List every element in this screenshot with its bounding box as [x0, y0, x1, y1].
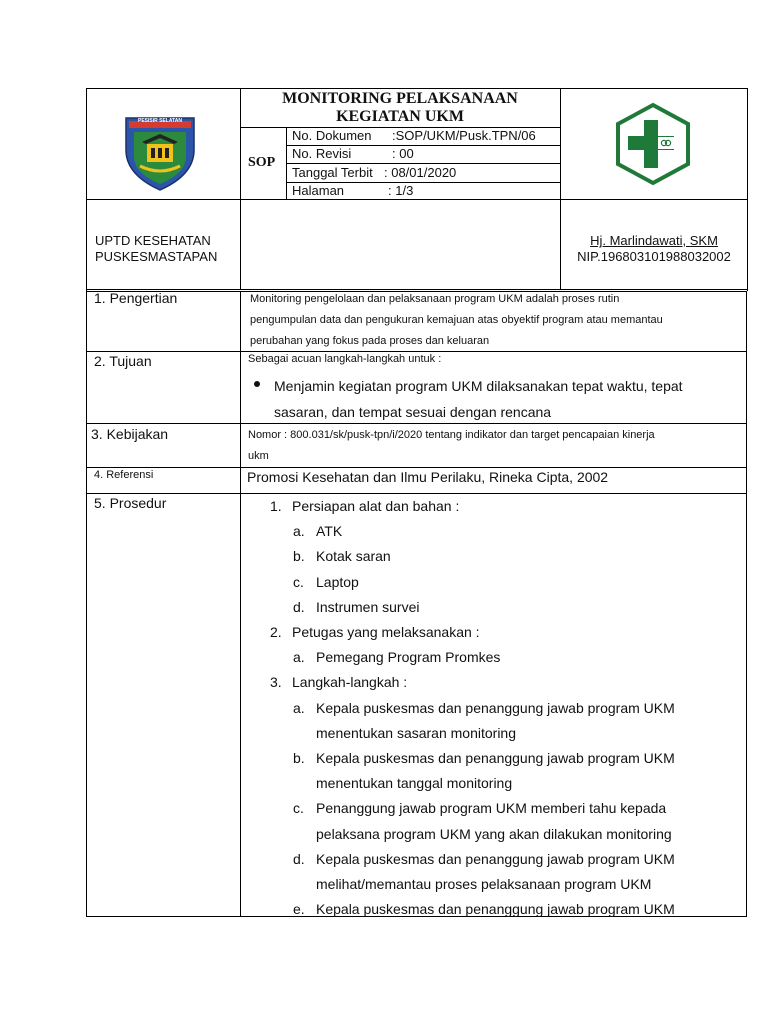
step-number: 2. [270, 624, 282, 641]
step-item [240, 670, 745, 695]
referensi-text: Promosi Kesehatan dan Ilmu Perilaku, Rineka Cipta, 2002 [247, 469, 609, 485]
sub-text: pelaksana program UKM yang akan dilakukan monitoring [316, 825, 672, 842]
doc-row [292, 165, 456, 180]
puskesmas-logo [614, 102, 692, 186]
step-item [240, 620, 745, 645]
doc-row [292, 183, 413, 198]
text-line: sasaran, dan tempat sesuai dengan rencana [274, 404, 552, 420]
section-label-kebijakan: 3. Kebijakan [91, 426, 169, 442]
text-line: Nomor : 800.031/sk/pusk-tpn/i/2020 tentang indikator dan target pencapaian kinerja [248, 429, 655, 441]
section-label-pengertian: 1. Pengertian [94, 290, 178, 306]
sub-text: ATK [316, 523, 343, 540]
sub-mark: b. [293, 548, 305, 565]
tujuan-intro: Sebagai acuan langkah-langkah untuk : [248, 353, 442, 365]
text-line: Monitoring pengelolaan dan pelaksanaan program UKM adalah proses rutin [250, 293, 620, 305]
sub-mark: b. [293, 750, 305, 767]
sub-text: Kotak saran [316, 548, 391, 565]
sub-mark: a. [293, 523, 305, 540]
sub-mark: a. [293, 649, 305, 666]
step-text: Langkah-langkah : [292, 674, 408, 691]
kebijakan-text [248, 425, 655, 467]
tujuan-bullet [274, 373, 683, 425]
sub-text: menentukan tanggal monitoring [316, 775, 513, 792]
sub-item [240, 570, 745, 595]
sub-text: menentukan sasaran monitoring [316, 724, 517, 741]
sop-label: SOP [248, 155, 276, 170]
title-line-2: KEGIATAN UKM [336, 108, 464, 125]
sub-item [240, 519, 745, 544]
section-label-prosedur: 5. Prosedur [94, 495, 167, 511]
text-line: Menjamin kegiatan program UKM dilaksanakan tepat waktu, tepat [274, 378, 683, 394]
section-label-referensi: 4. Referensi [94, 469, 154, 481]
sub-text: Pemegang Program Promkes [316, 649, 501, 666]
sub-text: Laptop [316, 573, 359, 590]
org-line-1: UPTD KESEHATAN [95, 233, 211, 248]
page-title [241, 90, 559, 126]
step-text: Persiapan alat dan bahan : [292, 498, 460, 514]
sub-mark: c. [293, 573, 304, 590]
doc-row-value: : 1/3 [388, 183, 414, 198]
sub-item [240, 645, 745, 670]
sub-text: Kepala puskesmas dan penanggung jawab program UKM [316, 901, 675, 918]
doc-row-value: : 00 [392, 146, 414, 161]
step-text: Petugas yang melaksanakan : [292, 624, 480, 641]
sub-text: Kepala puskesmas dan penanggung jawab program UKM [316, 750, 675, 767]
org-line-2: PUSKESMASTAPAN [95, 249, 218, 264]
sub-mark: d. [293, 598, 305, 615]
sub-mark: a. [293, 699, 305, 716]
sub-item [240, 847, 745, 897]
sub-text: melihat/memantau proses pelaksanaan program UKM [316, 876, 652, 893]
doc-row [292, 146, 414, 161]
signer-name: Hj. Marlindawati, SKM [590, 233, 718, 248]
pesisir-selatan-logo [120, 112, 200, 192]
sub-text: Kepala puskesmas dan penanggung jawab program UKM [316, 850, 675, 867]
section-label-tujuan: 2. Tujuan [94, 353, 152, 369]
sub-mark: e. [293, 901, 305, 918]
logo-caption: PESISIR SELATAN [138, 118, 182, 124]
org-name [95, 233, 217, 265]
doc-row [292, 128, 536, 143]
sub-text: Instrumen survei [316, 598, 420, 615]
sub-text: Penanggung jawab program UKM memberi tahu kepada [316, 800, 667, 817]
sub-item [240, 796, 745, 846]
signer-nip: NIP.196803101988032002 [577, 249, 731, 264]
sub-text: Kepala puskesmas dan penanggung jawab program UKM [316, 699, 675, 716]
pengertian-text [250, 289, 663, 352]
sub-item [240, 696, 745, 746]
title-line-1: MONITORING PELAKSANAAN [282, 90, 518, 107]
doc-row-value: :SOP/UKM/Pusk.TPN/06 [392, 128, 536, 143]
step-number: 1. [270, 498, 282, 514]
signer-block [562, 233, 746, 265]
doc-row-label: Tanggal Terbit [292, 165, 373, 180]
sub-mark: d. [293, 850, 305, 867]
sub-item [240, 746, 745, 796]
sub-item [240, 544, 745, 569]
sub-item [240, 595, 745, 620]
prosedur-list [240, 494, 745, 922]
text-line: pengumpulan data dan pengukuran kemajuan atas obyektif program atau memantau [250, 314, 663, 326]
step-item [240, 494, 745, 519]
sub-mark: c. [293, 800, 304, 817]
sub-item [240, 897, 745, 922]
step-number: 3. [270, 674, 282, 691]
bullet-icon [254, 381, 260, 387]
doc-row-value: : 08/01/2020 [384, 165, 457, 180]
text-line: ukm [248, 450, 269, 462]
doc-row-label: No. Revisi [292, 146, 352, 161]
text-line: perubahan yang fokus pada proses dan keluaran [250, 335, 490, 347]
doc-row-label: No. Dokumen [292, 128, 372, 143]
doc-row-label: Halaman [292, 183, 345, 198]
